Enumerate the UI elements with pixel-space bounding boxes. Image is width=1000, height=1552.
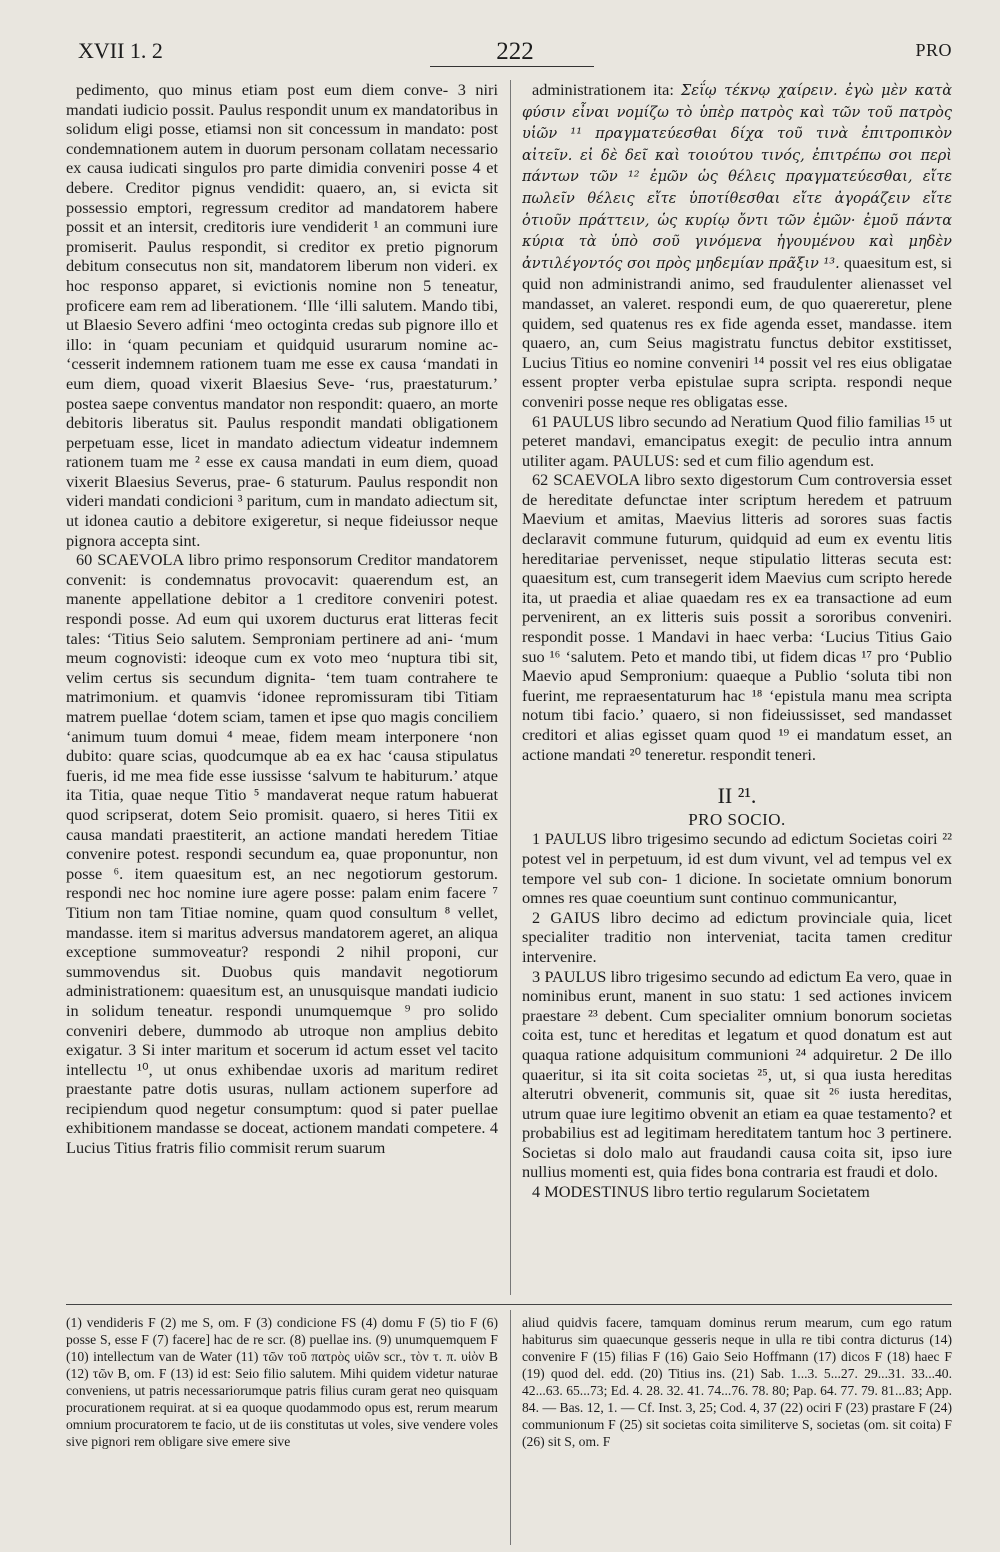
footnote-rule	[66, 1304, 952, 1305]
section-title: PRO SOCIO.	[688, 809, 786, 829]
text-paragraph: 62 SCAEVOLA libro sexto digestorum Cum controversia esset de hereditate defunctae inter scriptum heredem et patruum Maevium et amitas, Maevius litteris ad sorores suas factis declaravit commune futurum, quidquid ad eum ex eventu litis hereditariae pervenisset, neque stipulatio litteras secuta est: quaesitum est, cum transegerit idem Maevius cum scripto herede ita, ut praedia et aliae quaedam res ex ea transactione ad eum pervenirent, an ex litteris suis possit a sororibus conveniri. respondit posse. 1 Mandavi in haec verba: ‘Lucius Titius Gaio suo ¹⁶ ‘salutem. Peto et mando tibi, ut fidem dicas ¹⁷ pro ‘Publio Maevio apud Sempronium: quaeque a Publio ‘soluta tibi non fuerint, me repraesentaturum hac ¹⁸ ‘epistula manu mea scripta notum tibi facio.’ quaero, si non fideiussisset, sed mandasset creditori et alias egisset quam quod ¹⁹ ei mandatum esset, an actione mandati ²⁰ teneretur. respondit teneri.	[522, 470, 952, 764]
page-number: 222	[496, 38, 534, 65]
opening-words: administrationem ita:	[532, 80, 674, 99]
left-column	[66, 80, 498, 1290]
title-number: II ²¹.	[717, 783, 757, 809]
footnotes-right	[522, 1314, 952, 1450]
text-paragraph: 61 PAULUS libro secundo ad Neratium Quod filio familias ¹⁵ ut peteret mandavi, emancipatus exegit: de peculio intra annum utiliter agam. PAULUS: sed et cum filio agendum est.	[522, 411, 952, 470]
running-title-left: XVII 1. 2	[78, 38, 163, 63]
text-paragraph: 4 MODESTINUS libro tertio regularum Societatem	[532, 1182, 870, 1202]
running-title-right: PRO	[915, 40, 952, 60]
footnotes-left	[66, 1314, 498, 1450]
text-paragraph: 2 GAIUS libro decimo ad edictum provinciale quia, licet specialiter traditio non interveniat, tacita tamen creditur intervenire.	[522, 907, 952, 966]
continuation-text: quaesitum est, si quid non administrandi animo, sed fraudulenter alienasset vel mandasset, an valeret. respondi eum, de quo quaereretur, plene quidem, sed quatenus res ex fide agenda esset, mandasse. item quaero, an, cum Seius magistratu functus debitor exstitisset, Lucius Titius eo nomine conveniri ¹⁴ possit vel res eius obligatae essent propter verba epistulae supra scripta. respondi neque conveniri posse neque res obligatas esse.	[522, 252, 952, 411]
header-underline	[430, 66, 594, 67]
text-paragraph: 3 PAULUS libro trigesimo secundo ad edictum Ea vero, quae in nominibus erunt, manent in suo statu: 1 sed actiones invicem praestare ²³ debent. Cum specialiter omnium bonorum societas coita est, tunc et hereditas et legatum et quod donatum est aut quaqua ratione adquisitum communioni ²⁴ adquiretur. 2 De illo quaeritur, si ita sit coita societas ²⁵, ut, si qua iusta hereditas alterutri obvenerit, communis sit, quae sit ²⁶ iusta hereditas, utrum quae iure legitimo obvenit an etiam ea quae testamento? et probabilius est ad legitimam hereditatem tantum hoc 3 pertinere. Societas si dolo malo aut fraudandi causa coita sit, ipso iure nullius momenti est, quia fides bona contraria est fraudi et dolo.	[522, 966, 952, 1182]
page-header	[78, 38, 952, 74]
text-paragraph: pedimento, quo minus etiam post eum diem conve- 3 niri mandati iudicio possit. Paulus respondit unum ex mandatoribus in solidum eligi posse, etiamsi non sit concessum in mandato: post condemnationem autem in duorum personam collatam necessario ex causa iudicati singulos pro parte dimidia conveniri posse 4 et debere. Creditor pignus vendidit: quaero, an, si evicta sit possessio emptori, regressum creditor ad mandatorem habere possit et an intersit, creditoris iure vendiderit ¹ an communi iure promiserit. Paulus respondit, si creditor ex pretio pignorum debitum consecutus non sit, mandatorem liberum non videri. ex hoc responso apparet, si evictionis nomine non 5 teneatur, proficere eam rem ad liberationem. ‘Ille ‘illi salutem. Mando tibi, ut Blaesio Severo adfini ‘meo octoginta credas sub pignore illo et illo: in ‘quam pecuniam et quidquid usurarum nomine ac- ‘cesserit indemnem rationem tuam me esse ex causa ‘mandati in eum diem, quoad vixerit Blaesius Seve- ‘rus, praestaturum.’ postea saepe conventus mandator non respondit: quaero, an morte debitoris liberatus sit. Paulus respondit mandati obligationem perpetuam esse, licet in mandato adiectum videatur indemnem rationem tuam me ² esse ex causa mandati in eum diem, quoad vixerit Blaesius Severus, prae- 6 staturum. Paulus respondit non videri mandati condicioni ³ paritum, cum in mandato adiectum sit, ut idonea cautio a debitore exigeretur, si neque fideiussor neque pignora accepta sint.	[66, 80, 498, 550]
column-divider	[510, 80, 511, 1295]
greek-passage: Σεΐῳ τέκνῳ χαίρειν. ἐγὼ μὲν κατὰ φύσιν εἶναι νομίζω τὸ ὑπὲρ πατρὸς καὶ τῶν τοῦ πατρὸς υἱῶν ¹¹ πραγματεύεσθαι δίχα τοῦ τινὰ ἐπιτροπικὸν αἰτεῖν. εἰ δὲ δεῖ καὶ τοιούτου τινός, ἐπιτρέπω σοι περὶ πάντων τῶν ¹² ἐμῶν ὡς θέλεις πραγματεύεσθαι, εἴτε πωλεῖν θέλεις εἴτε ὑποτίθεσθαι εἴτε ἀγοράζειν εἴτε ὁτιοῦν πράττειν, ὡς κυρίῳ ὄντι τῶν ἐμῶν· ἐμοῦ πάντα κύρια τὰ ὑπὸ σοῦ γινόμενα ἡγουμένου καὶ μηδὲν ἀντιλέγοντός σοι πρὸς μηδεμίαν πρᾶξιν ¹³.	[522, 83, 952, 272]
footnote-text: aliud quidvis facere, tamquam dominus rerum mearum, cum ego ratum habiturus sim quaecunque gesseris neque in ulla re tibi contra dicturus (14) convenire F (15) filias F (16) Gaio Seio Hoffmann (17) dicos F (18) haec F (19) quod del. edd. (20) Titius ins. (21) Sab. 1...3. 5...27. 29...31. 33...40. 42...63. 65...73; Ed. 4. 28. 32. 41. 74...76. 78. 80; Pap. 64. 77. 79. 81...83; App. 84. — Bas. 12, 1. — Cf. Inst. 3, 25; Cod. 4, 37 (22) ociri F (23) prastare F (24) communionum F (25) sit societas coita similiterve S, societas (om. sit coita) F (26) sit S, om. F	[522, 1315, 952, 1449]
text-paragraph: 60 SCAEVOLA libro primo responsorum Creditor mandatorem convenit: is condemnatus provocavit: quaerendum est, an manente appellatione debitor a 1 creditore conveniri potest. respondi posse. Ad eum qui uxorem ducturus erat litteras fecit tales: ‘Titius Seio salutem. Semproniam pertinere ad ani- ‘mum meum cognovisti: ideoque cum ex voto meo ‘nuptura tibi sit, velim certus sis secundum dignita- ‘tem tuam contrahere te matrimonium. et quamvis ‘idonee repromissuram tibi Titiam matrem puellae ‘dotem sciam, tamen et ipse quo magis conciliem ‘animum tuum domui ⁴ meae, fidem meam interponere ‘non dubito: quare scias, quodcumque ab ea ex hac ‘causa stipulatus fueris, id me mea fide esse iussisse ‘salvum te habiturum.’ atque ita Titia, quae neque Titio ⁵ mandaverat neque ratum habuerat quod scripserat, dotem Seio promisit. quaero, si heres Titii ex causa mandati praestiterit, an actione mandati heredem Titiae convenire potest. respondi secundum ea, quae proponuntur, non posse ⁶. item quaesitum est, an nec negotiorum gestorum. respondi nec hoc nomine iure agere posse: palam enim facere ⁷ Titium non tam Titiae nomine, quam quod consultum ⁸ vellet, mandasse. item si maritus adversus mandatorem ageret, an aliqua exceptione summoveatur? respondi 2 nihil proponi, cur summovendus sit. Duobus quis mandavit negotiorum administrationem: quaesitum est, an unusquisque mandati iudicio in solidum teneatur. respondi unumquemque ⁹ pro solido conveniri debere, dummodo ab utroque non amplius debito exigatur. 3 Si inter maritum et socerum id actum esset vel tacito intellectu ¹⁰, ut onus exhibendae uxoris ad maritum rediret praestante patre dotis usuras, nullam actionem superfore ad recipiendum quod negetur consumptum: quod si pater puellae exhibitionem mandasse se doceat, actionem mandati competere. 4 Lucius Titius fratris filio commisit rerum suarum	[66, 550, 498, 1158]
footnote-text: (1) vendideris F (2) me S, om. F (3) condicione FS (4) domu F (5) tio F (6) posse S, esse F (7) facere] hac de re scr. (8) puellae ins. (9) unumquemquem F (10) intellectum van de Water (11) τῶν τοῦ πατρὸς υἱῶν scr., τὸν τ. π. υἱὸν B (12) τῶν B, om. F (13) id est: Seio filio salutem. Mihi quidem videtur naturae conveniens, ut patris necessariorumque patris filius curam gerat neo quisquam procurationem requirat. at si ea quoque quodammodo opus est, rerum mearum omnium procuratorem te facio, ut de iis constitutas ut voles, sive vendere voles sive pignori rem obligare sive emere sive	[66, 1315, 498, 1449]
text-paragraph: 1 PAULUS libro trigesimo secundo ad edictum Societas coiri ²² potest vel in perpetuum, id est dum vivunt, vel ad tempus vel ex tempore vel sub con- 1 dicione. In societate omnium bonorum omnes res quae coeuntium sunt continuo communicantur,	[522, 829, 952, 908]
right-column	[522, 80, 952, 1290]
text-paragraph	[522, 80, 952, 412]
footnote-column-divider	[510, 1310, 511, 1545]
